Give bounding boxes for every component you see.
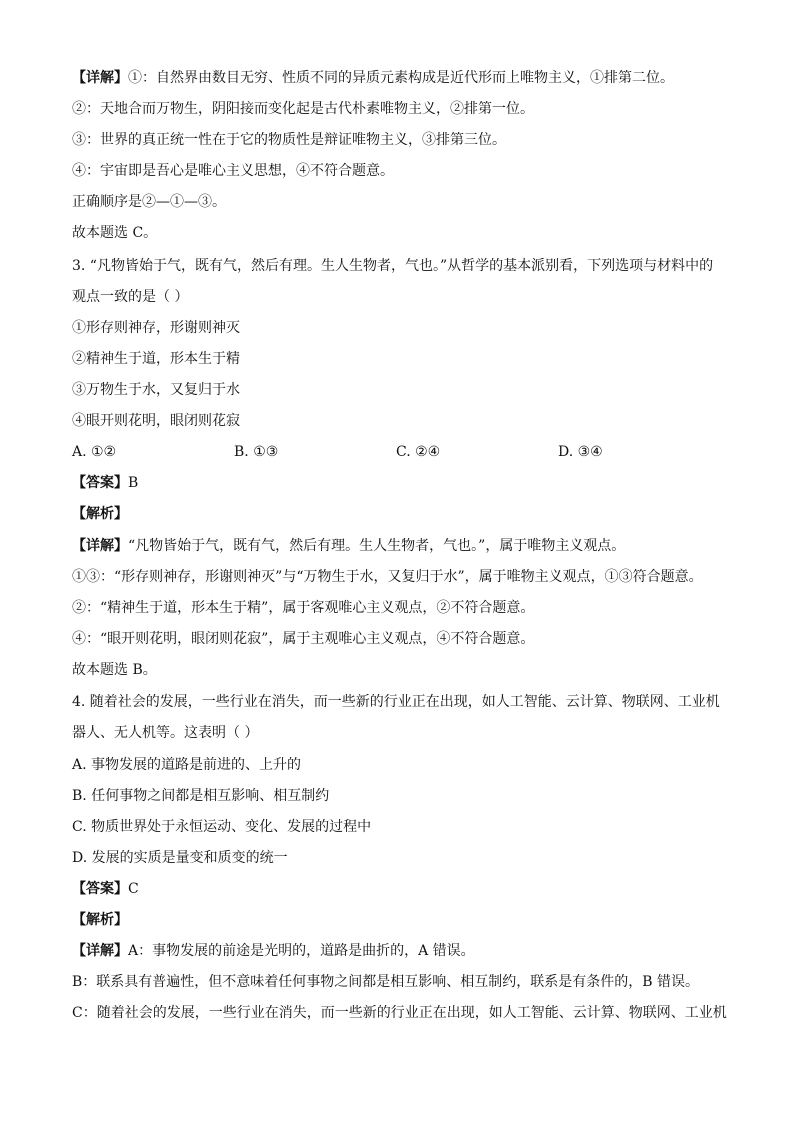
detail-paragraph bbox=[72, 537, 734, 555]
detail-text: “凡物皆始于气，既有气，然后有理。生人生物者，气也。”，属于唯物主义观点。 bbox=[128, 538, 626, 554]
conclusion-line: 故本题选 C。 bbox=[72, 225, 158, 241]
answer-line bbox=[72, 474, 734, 492]
detail-line: ④：“眼开则花明，眼闭则花寂”，属于主观唯心主义观点，④不符合题意。 bbox=[72, 631, 535, 647]
correct-order-line: 正确顺序是②—①—③。 bbox=[72, 194, 226, 210]
detail-tag: 【详解】 bbox=[72, 943, 128, 959]
detail-line: C：随着社会的发展，一些行业在消失，而一些新的行业正在出现，如人工智能、云计算、物联网、工业机 bbox=[72, 1005, 727, 1021]
conclusion-line: 故本题选 B。 bbox=[72, 662, 157, 678]
statement-item: ①形存则神存，形谢则神灭 bbox=[72, 320, 240, 336]
analysis-tag: 【解析】 bbox=[72, 506, 128, 522]
detail-line: ②：天地合而万物生，阴阳接而变化起是古代朴素唯物主义，②排第一位。 bbox=[72, 101, 534, 117]
option-a: A. 事物发展的道路是前进的、上升的 bbox=[72, 757, 302, 773]
detail-paragraph bbox=[72, 69, 734, 87]
question-3-stem-cont: 观点一致的是（ ） bbox=[72, 289, 189, 305]
option-d: D. ③④ bbox=[558, 444, 603, 460]
detail-line: B：联系具有普遍性，但不意味着任何事物之间都是相互影响、相互制约，联系是有条件的，B 错误。 bbox=[72, 974, 700, 990]
statement-item: ④眼开则花明，眼闭则花寂 bbox=[72, 413, 240, 429]
statement-item: ③万物生于水，又复归于水 bbox=[72, 382, 240, 398]
detail-tag: 【详解】 bbox=[72, 538, 128, 554]
statement-item: ②精神生于道，形本生于精 bbox=[72, 351, 240, 367]
detail-text: A：事物发展的前途是光明的，道路是曲折的，A 错误。 bbox=[128, 943, 475, 959]
option-b: B. 任何事物之间都是相互影响、相互制约 bbox=[72, 788, 330, 804]
answer-value: C bbox=[128, 881, 139, 897]
detail-tag: 【详解】 bbox=[72, 70, 128, 86]
question-4-stem-cont: 器人、无人机等。这表明（ ） bbox=[72, 725, 259, 741]
detail-line: ②：“精神生于道，形本生于精”，属于客观唯心主义观点，②不符合题意。 bbox=[72, 600, 535, 616]
answer-tag: 【答案】 bbox=[72, 881, 128, 897]
detail-paragraph bbox=[72, 942, 734, 960]
detail-line: ③：世界的真正统一性在于它的物质性是辩证唯物主义，③排第三位。 bbox=[72, 132, 506, 148]
option-d: D. 发展的实质是量变和质变的统一 bbox=[72, 850, 288, 866]
question-4-stem: 4. 随着社会的发展，一些行业在消失，而一些新的行业正在出现，如人工智能、云计算、物联网、工业机 bbox=[72, 694, 720, 710]
detail-line: ④：宇宙即是吾心是唯心主义思想，④不符合题意。 bbox=[72, 163, 394, 179]
detail-line: ①③：“形存则神存，形谢则神灭”与“万物生于水，又复归于水”，属于唯物主义观点，①③符合题意。 bbox=[72, 569, 703, 585]
analysis-heading bbox=[72, 505, 734, 523]
answer-value: B bbox=[128, 475, 139, 491]
option-c: C. ②④ bbox=[396, 444, 441, 460]
detail-text: ①：自然界由数目无穷、性质不同的异质元素构成是近代形而上唯物主义，①排第二位。 bbox=[128, 70, 674, 86]
question-3-stem: 3. “凡物皆始于气，既有气，然后有理。生人生物者，气也。”从哲学的基本派别看，下列选项与材料中的 bbox=[72, 258, 714, 274]
option-b: B. ①③ bbox=[234, 444, 279, 460]
analysis-heading bbox=[72, 911, 734, 929]
analysis-tag: 【解析】 bbox=[72, 912, 128, 928]
option-c: C. 物质世界处于永恒运动、变化、发展的过程中 bbox=[72, 819, 372, 835]
answer-line bbox=[72, 880, 734, 898]
option-a: A. ①② bbox=[72, 444, 117, 460]
answer-tag: 【答案】 bbox=[72, 475, 128, 491]
